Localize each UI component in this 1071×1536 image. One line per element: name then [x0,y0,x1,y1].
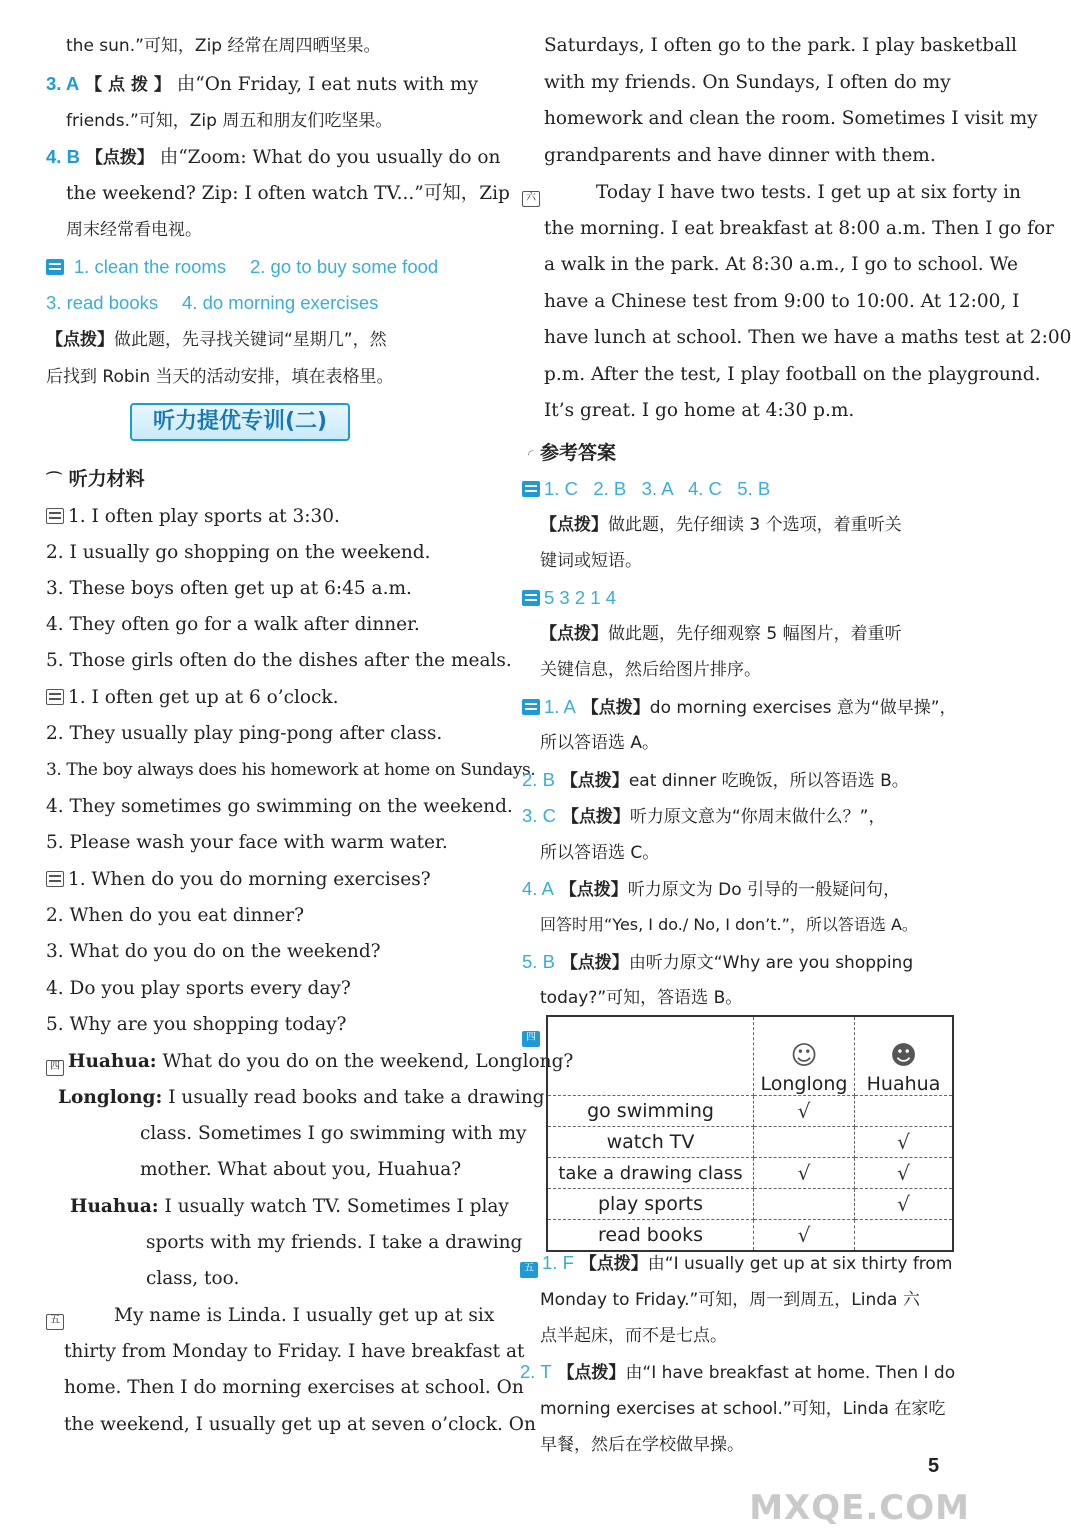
section-five-icon: 五 [46,1314,64,1330]
tip-text: 关键信息，然后给图片排序。 [540,660,761,680]
answer-text: 由“On Friday, I eat nuts with my [176,74,479,95]
page-number: 5 [928,1455,940,1477]
dialogue-line: class, too. [146,1268,240,1289]
tip-line: 【点拨】做此题，先仔细读 3 个选项，着重听关 [540,515,902,535]
passage-line: p.m. After the test, I play football on the playground. [544,364,1041,385]
section-three-icon [46,259,64,275]
answers-heading: ◜ 参考答案 [528,442,617,464]
passage-line: the weekend, I usually get up at seven o’clock. On [64,1414,536,1435]
section-three-icon [46,871,64,887]
section-five-icon: 五 [520,1262,538,1278]
girl-avatar-icon: ☻ [889,1041,918,1071]
answer-item: 五 1. F 【点拨】由“I usually get up at six thirty from [520,1250,952,1278]
tip-text: 所以答语选 C。 [540,843,660,863]
section-two-icon [46,689,64,705]
list-item: 4. They sometimes go swimming on the weekend. [46,796,513,817]
dialogue-line: Huahua: I usually watch TV. Sometimes I play [70,1196,509,1217]
tip-label: 【点拨】 [85,148,154,168]
answer-item: 2. T 【点拨】由“I have breakfast at home. Then I do [520,1361,956,1383]
tip-text: 后找到 Robin 当天的活动安排，填在表格里。 [46,367,394,387]
list-item: 1. I often play sports at 3:30. [46,504,340,530]
watermark-logo: MXQE.COM [749,1488,970,1528]
section-six-icon: 六 [522,191,540,207]
section-one-icon [46,508,64,524]
dialogue-line: Longlong: I usually read books and take a drawing [58,1087,545,1108]
list-item: 3. These boys often get up at 6:45 a.m. [46,578,412,599]
answer-item: 3. C 【点拨】听力原文意为“你周末做什么？”， [522,805,886,827]
answer-text: 3. read books [46,292,159,313]
tip-text: 回答时用“Yes, I do./ No, I don’t.”，所以答语选 A。 [540,915,918,934]
answer-text: 2. go to buy some food [249,256,439,277]
answer-text: friends.”可知，Zip 周五和朋友们吃坚果。 [66,111,393,131]
passage-line: grandparents and have dinner with them. [544,145,936,166]
passage-line: home. Then I do morning exercises at school. On [64,1377,524,1398]
activity-table [546,1015,954,1252]
passage-line: the morning. I eat breakfast at 8:00 a.m. Then I go for [544,218,1054,239]
table-row: read books √ [547,1220,953,1252]
list-item: 5. Why are you shopping today? [46,1014,347,1035]
tip-line: 【点拨】做此题，先仔细观察 5 幅图片，着重听 [540,624,902,644]
passage-line: homework and clean the room. Sometimes I visit my [544,108,1038,129]
list-item: 5. Please wash your face with warm water. [46,832,448,853]
passage-line: 六 Today I have two tests. I get up at six forty in [522,180,1021,207]
tip-text: morning exercises at school.”可知，Linda 在家吃 [540,1399,946,1419]
section-three-answers [46,290,378,317]
passage-line: 五 My name is Linda. I usually get up at six [46,1303,494,1330]
answer-text: 由“Zoom: What do you usually do on [159,147,501,168]
tip-line [46,327,387,353]
answer-text: 4. do morning exercises [182,292,379,313]
section-three-answers [46,254,438,281]
table-row: play sports √ [547,1189,953,1220]
passage-line: with my friends. On Sundays, I often do my [544,72,951,93]
table-header-row [547,1016,953,1096]
table-row: go swimming √ [547,1096,953,1127]
tip-text: today?”可知，答语选 B。 [540,988,743,1008]
boy-avatar-icon: ☺ [790,1041,818,1071]
passage-line: Saturdays, I often go to the park. I play basketball [544,35,1017,56]
tip-text: 所以答语选 A。 [540,733,660,753]
section-four-icon: 四 [522,1031,540,1047]
header-longlong: ☺ Longlong [754,1016,855,1096]
list-item: 5. Those girls often do the dishes after the meals. [46,650,512,671]
passage-line: have lunch at school. Then we have a maths test at 2:00 [544,327,1071,348]
answer-item: 5. B 【点拨】由听力原文“Why are you shopping [522,951,914,973]
table-row: take a drawing class √ √ [547,1158,953,1189]
passage-line: a walk in the park. At 8:30 a.m., I go to school. We [544,254,1018,275]
headphones-icon: ⌒ [46,470,63,489]
dialogue-line: class. Sometimes I go swimming with my [140,1123,527,1144]
table-row: watch TV √ [547,1127,953,1158]
tip-label: 【点拨】 [46,330,114,350]
list-item: 4. They often go for a walk after dinner. [46,614,420,635]
dialogue-line: 四 Huahua: What do you do on the weekend, Longlong? [46,1049,573,1076]
materials-heading [46,466,145,493]
passage-line: have a Chinese test from 9:00 to 10:00. At 12:00, I [544,291,1020,312]
tip-text: 点半起床，而不是七点。 [540,1326,727,1346]
answer-item [46,71,478,98]
list-item: 3. The boy always does his homework at home on Sundays. [46,760,536,780]
answer-line: the sun.”可知，Zip 经常在周四晒坚果。 [66,36,381,56]
list-item: 2. I usually go shopping on the weekend. [46,542,431,563]
answer-item: 2. B 【点拨】eat dinner 吃晚饭，所以答语选 B。 [522,769,909,791]
section-four-icon: 四 [46,1060,64,1076]
answer-item: 4. A 【点拨】听力原文为 Do 引导的一般疑问句， [522,878,901,900]
section-one-icon [522,481,540,497]
dialogue-line: sports with my friends. I take a drawing [146,1232,523,1253]
answer-item: 1. A 【点拨】do morning exercises 意为“做早操”， [522,694,957,721]
tip-text: 早餐，然后在学校做早操。 [540,1435,744,1455]
section-banner: 听力提优专训(二) [130,403,350,441]
answer-item [46,144,500,171]
list-item: 4. Do you play sports every day? [46,978,351,999]
dialogue-line: mother. What about you, Huahua? [140,1159,462,1180]
answer-text: the weekend? Zip: I often watch TV...”可知，Zip [66,183,510,204]
tip-text: 键词或短语。 [540,551,642,571]
list-item: 2. They usually play ping-pong after class. [46,723,443,744]
passage-line: It’s great. I go home at 4:30 p.m. [544,400,855,421]
answer-number: 3. A [46,73,80,94]
list-item: 1. When do you do morning exercises? [46,867,431,893]
list-item: 2. When do you eat dinner? [46,905,305,926]
materials-title: 听力材料 [68,468,145,490]
answer-key-icon: ◜ [528,447,534,463]
answer-item: 5 3 2 1 4 [522,585,616,612]
answer-number: 4. B [46,146,80,167]
list-item: 3. What do you do on the weekend? [46,941,381,962]
section-four-marker [522,1020,544,1047]
section-two-icon [522,590,540,606]
tip-label: 【 点 拨 】 [85,75,171,95]
header-huahua: ☻ Huahua [855,1016,954,1096]
answer-item: 1. C 2. B 3. A 4. C 5. B [522,476,770,503]
section-three-icon [522,699,540,715]
answer-text: 1. clean the rooms [73,256,227,277]
answer-text: 周末经常看电视。 [66,220,202,240]
list-item: 1. I often get up at 6 o’clock. [46,685,339,711]
passage-line: thirty from Monday to Friday. I have breakfast at [64,1341,525,1362]
tip-text: Monday to Friday.”可知，周一到周五，Linda 六 [540,1290,920,1310]
tip-text: 做此题，先寻找关键词“星期几”，然 [114,330,387,350]
